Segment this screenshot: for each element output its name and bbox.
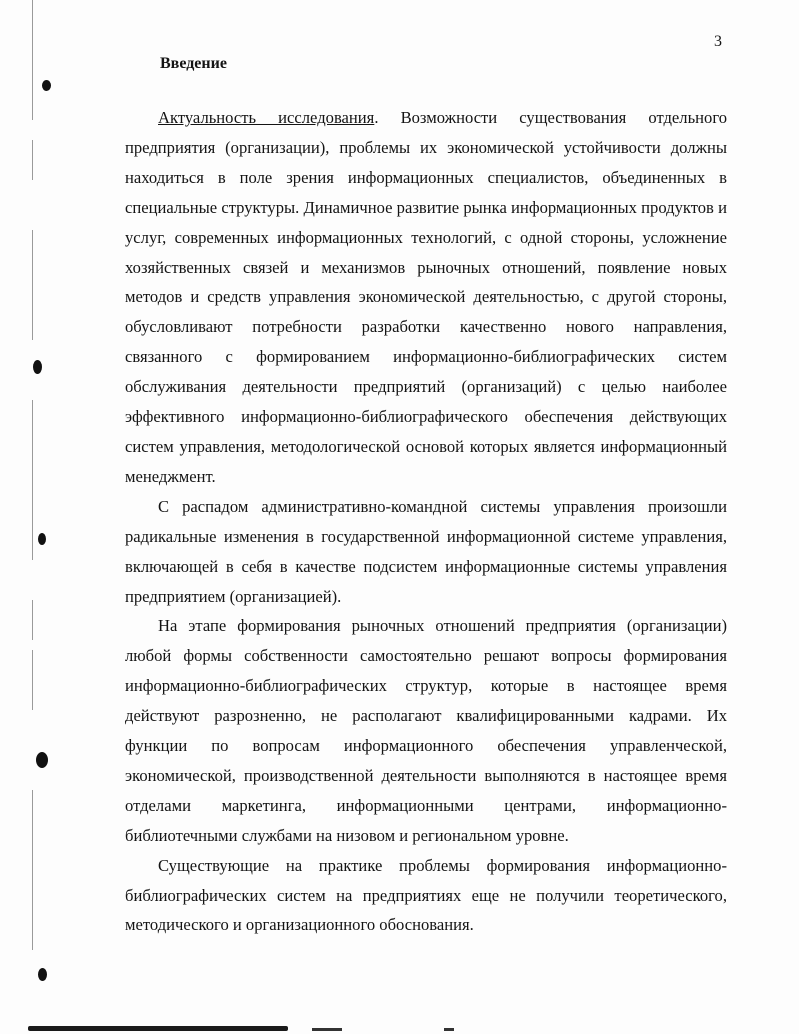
punch-hole-mark [33, 360, 42, 374]
paragraph: С распадом административно-командной системы управления произошли радикальные изменения в государственной информационной системе управления, включающей в себя в качестве подсистем информационные системы управления предприятием (организацией). [125, 496, 727, 606]
body-text [125, 103, 727, 940]
scan-edge-line [32, 790, 33, 950]
scan-bottom-bar [28, 1026, 288, 1031]
scan-bottom-dash [312, 1028, 342, 1031]
scan-edge-line [32, 140, 33, 180]
paragraph: Существующие на практике проблемы формирования информационно-библиографических систем на предприятиях еще не получили теоретического, методического и организационного обоснования. [125, 855, 727, 935]
scan-edge-line [32, 0, 33, 120]
paragraph-text: . Возможности существования отдельного предприятия (организации), проблемы их экономической устойчивости должны находиться в поле зрения информационных специалистов, объединенных в специальные структуры. Динамичное развитие рынка информационных продуктов и услуг, современных информационных технологий, с одной стороны, усложнение хозяйственных связей и механизмов рыночных отношений, появление новых методов и средств управления экономической деятельностью, с другой стороны, обусловливают потребности разработки качественно нового направления, связанного с формированием информационно-библиографических систем обслуживания деятельности предприятий (организаций) с целью наиболее эффективного информационно-библиографического обеспечения действующих систем управления, методологической основой которых является информационный менеджмент. [125, 108, 728, 486]
scan-edge-line [32, 650, 33, 710]
paragraph: На этапе формирования рыночных отношений предприятия (организации) любой формы собственности самостоятельно решают вопросы формирования информационно-библиографических структур, которые в настоящее время действуют разрозненно, не располагают квалифицированными кадрами. Их функции по вопросам информационного обеспечения управленческой, экономической, производственной деятельности выполняются в настоящее время отделами маркетинга, информационными центрами, информационно-библиотечными службами на низовом и региональном уровне. [125, 616, 727, 845]
scan-edge-line [32, 400, 33, 560]
page-number: 3 [714, 33, 722, 50]
paragraph [125, 103, 727, 492]
punch-hole-mark [36, 752, 48, 768]
punch-hole-mark [42, 80, 51, 91]
scan-bottom-dash [444, 1028, 454, 1031]
underlined-lead: Актуальность исследования [158, 108, 375, 127]
scan-edge-line [32, 230, 33, 340]
scan-edge-line [32, 600, 33, 640]
section-heading: Введение [160, 55, 227, 72]
punch-hole-mark [38, 533, 46, 545]
punch-hole-mark [38, 968, 47, 981]
